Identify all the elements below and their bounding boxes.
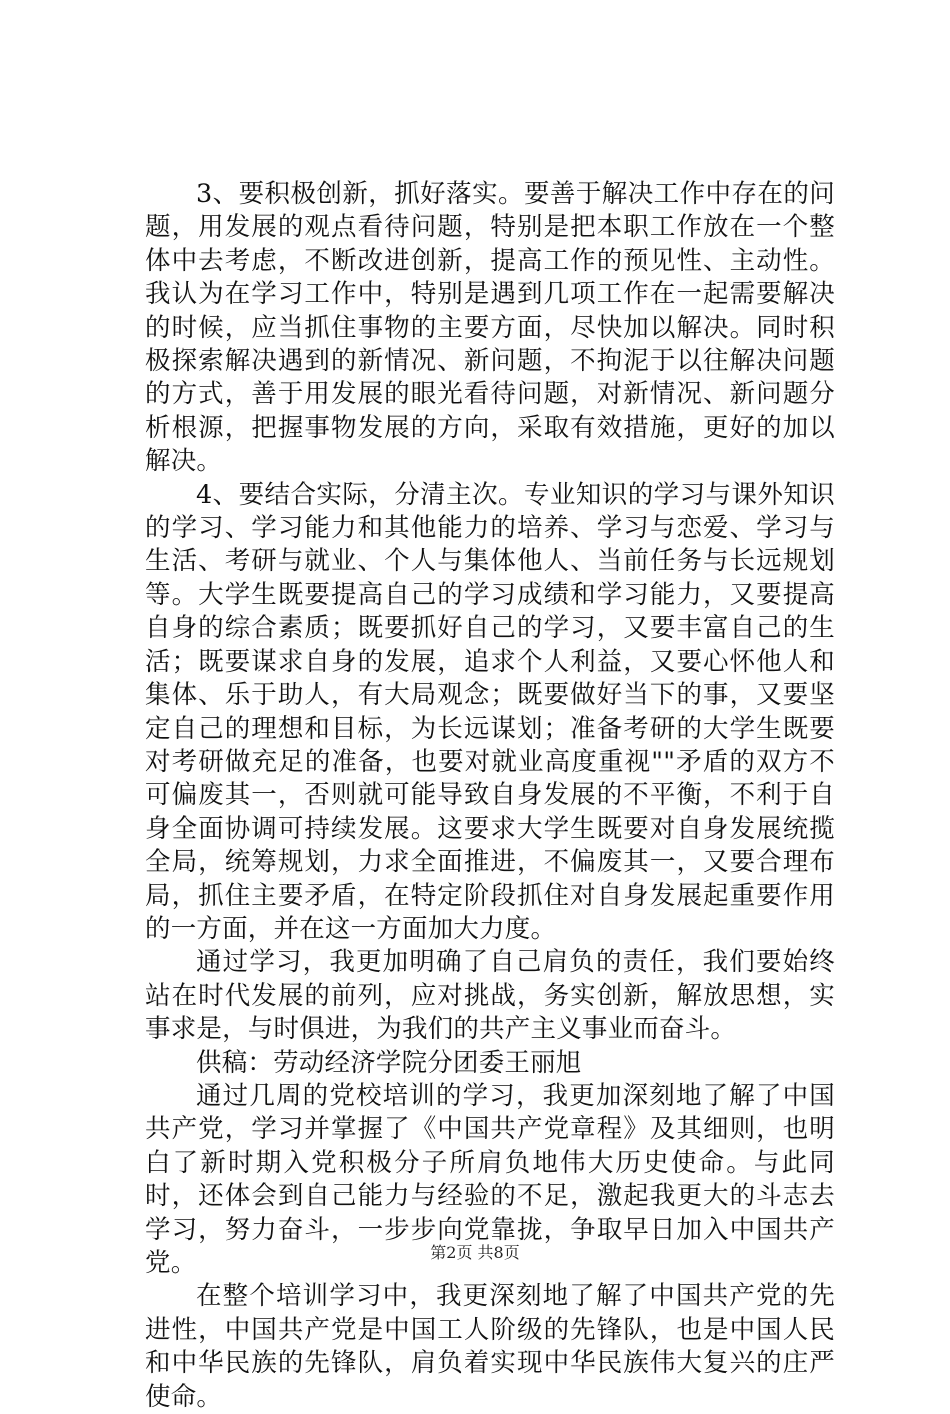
paragraph-training-intro: 通过几周的党校培训的学习，我更加深刻地了解了中国共产党，学习并掌握了《中国共产党章程》及其细则，也明白了新时期入党积极分子所肩负地伟大历史使命。与此同时，还体会到自己能力与经验的不足，激起我更大的斗志去学习，努力奋斗，一步步向党靠拢，争取早日加入中国共产党。 xyxy=(145,1080,835,1278)
paragraph-contributor: 供稿：劳动经济学院分团委王丽旭 xyxy=(196,1047,582,1078)
page-number-footer: 第2页 共8页 xyxy=(430,1243,520,1262)
paragraph-point-4: 4、要结合实际，分清主次。专业知识的学习与课外知识的学习、学习能力和其他能力的培养、学习与恋爱、学习与生活、考研与就业、个人与集体他人、当前任务与长远规划等。大学生既要提高自己的学习成绩和学习能力，又要提高自身的综合素质；既要抓好自己的学习，又要丰富自己的生活；既要谋求自身的发展，追求个人利益，又要心怀他人和集体、乐于助人，有大局观念；既要做好当下的事，又要坚定自己的理想和目标，为长远谋划；准备考研的大学生既要对考研做充足的准备，也要对就业高度重视""矛盾的双方不可偏废其一，否则就可能导致自身发展的不平衡，不利于自身全面协调可持续发展。这要求大学生既要对自身发展统揽全局，统筹规划，力求全面推进，不偏废其一，又要合理布局，抓住主要矛盾，在特定阶段抓住对自身发展起重要作用的一方面，并在这一方面加大力度。 xyxy=(145,479,836,944)
document-body xyxy=(145,178,835,1414)
paragraph-point-3: 3、要积极创新，抓好落实。要善于解决工作中存在的问题，用发展的观点看待问题，特别是把本职工作放在一个整体中去考虑，不断改进创新，提高工作的预见性、主动性。我认为在学习工作中，特别是遇到几项工作在一起需要解决的时候，应当抓住事物的主要方面，尽快加以解决。同时积极探索解决遇到的新情况、新问题，不拘泥于以往解决问题的方式，善于用发展的眼光看待问题，对新情况、新问题分析根源，把握事物发展的方向，采取有效措施，更好的加以解决。 xyxy=(145,179,835,477)
paragraph-conclusion: 通过学习，我更加明确了自己肩负的责任，我们要始终站在时代发展的前列，应对挑战，务实创新，解放思想，实事求是，与时俱进，为我们的共产主义事业而奋斗。 xyxy=(145,947,835,1045)
paragraph-training-detail: 在整个培训学习中，我更深刻地了解了中国共产党的先进性，中国共产党是中国工人阶级的先锋队，也是中国人民和中华民族的先锋队，肩负着实现中华民族伟大复兴的庄严使命。 xyxy=(145,1281,835,1412)
